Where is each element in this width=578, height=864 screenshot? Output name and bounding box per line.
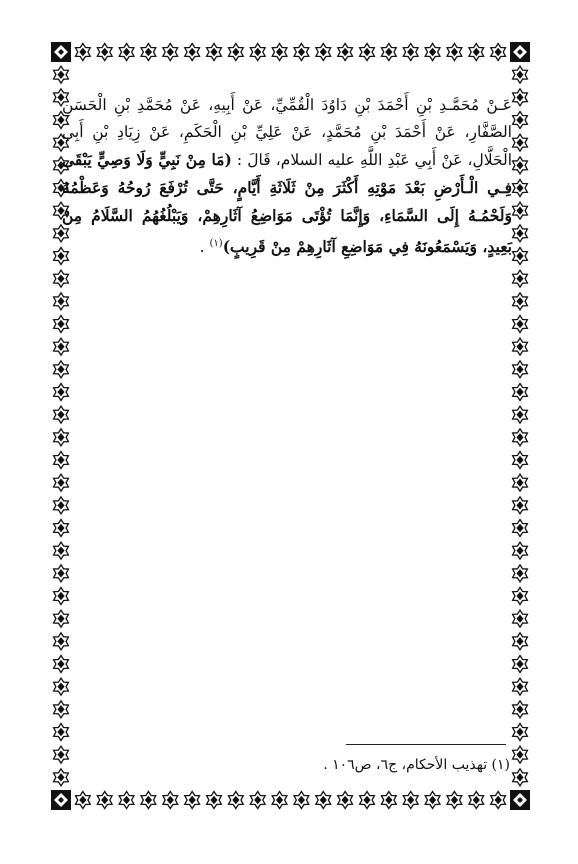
border-star-icon [54,66,69,83]
border-star-icon [294,792,309,809]
border-star-icon [54,769,69,786]
border-star-icon [54,474,69,491]
border-star-icon [513,338,528,355]
border-star-icon [54,497,69,514]
border-star-icon [54,633,69,650]
border-star-icon [491,44,506,61]
border-star-icon [513,134,528,151]
border-star-icon [54,270,69,287]
border-star-icon [250,792,265,809]
border-star-icon [54,361,69,378]
border-star-icon [447,792,462,809]
border-star-icon [228,44,243,61]
border-star-icon [316,792,331,809]
border-star-icon [513,202,528,219]
footnote: (١) تهذيب الأحكام، ج٦، ص١٠٦ . [323,757,510,773]
border-star-icon [513,66,528,83]
hadith-paragraph [62,92,512,261]
border-star-icon [272,44,287,61]
border-star-icon [513,361,528,378]
border-star-icon [513,406,528,423]
border-star-icon [54,452,69,469]
border-star-icon [513,270,528,287]
border-star-icon [513,157,528,174]
border-star-icon [54,724,69,741]
border-star-icon [513,542,528,559]
border-star-icon [381,44,396,61]
border-star-icon [75,792,90,809]
border-star-icon [491,792,506,809]
border-star-icon [54,565,69,582]
border-star-icon [513,316,528,333]
border-star-icon [447,44,462,61]
border-star-icon [338,44,353,61]
border-star-icon [469,792,484,809]
border-star-icon [513,678,528,695]
border-star-icon [513,497,528,514]
border-star-icon [360,44,375,61]
footnote-marker: (١) [209,238,223,249]
border-star-icon [425,792,440,809]
border-star-icon [75,44,90,61]
border-star-icon [228,792,243,809]
border-star-icon [513,656,528,673]
border-star-icon [54,746,69,763]
border-star-icon [54,293,69,310]
border-star-icon [513,588,528,605]
border-star-icon [97,792,112,809]
border-star-icon [513,769,528,786]
border-star-icon [513,452,528,469]
border-star-icon [513,180,528,197]
border-star-icon [185,44,200,61]
border-star-icon [513,293,528,310]
border-star-icon [54,678,69,695]
border-star-icon [54,384,69,401]
border-star-icon [513,384,528,401]
border-star-icon [316,44,331,61]
border-star-icon [513,633,528,650]
border-star-icon [207,44,222,61]
border-star-icon [54,656,69,673]
border-star-icon [163,44,178,61]
border-star-icon [513,429,528,446]
border-star-icon [338,792,353,809]
border-star-icon [97,44,112,61]
footnote-separator [346,744,506,745]
border-star-icon [54,316,69,333]
isnad-text: عَـنْ مُحَمَّـدِ بْنِ أَحْمَدَ بْنِ دَاوُدَ الْقُمِّيِّ، عَنْ أَبِيهِ، عَنْ مُحَمَّدِ بْنِ الْحَسَنِ الصَّفَّارِ، عَنْ أَحْمَدَ بْنِ مُحَمَّدٍ، عَنْ عَلِيِّ بْنِ الْحَكَمِ، عَنْ زِيَادِ بْنِ أَبِي الْحَلَّالِ، عَنْ أَبِي عَبْدِ اللَّهِ عليه السلام، قَالَ : [62,96,513,169]
border-star-icon [54,338,69,355]
border-star-icon [513,724,528,741]
border-star-icon [381,792,396,809]
border-star-icon [119,44,134,61]
border-star-icon [425,44,440,61]
border-star-icon [54,588,69,605]
border-star-icon [207,792,222,809]
border-star-icon [119,792,134,809]
border-star-icon [403,792,418,809]
border-star-icon [272,792,287,809]
border-star-icon [54,610,69,627]
border-star-icon [54,542,69,559]
border-star-icon [513,701,528,718]
hadith-text: (مَا مِنْ نَبِيٍّ وَلَا وَصِيٍّ يَبْقَى فِـي الْـأَرْضِ بَعْدَ مَوْتِهِ أَكْثَرَ مِنْ ثَلَاثَةِ أَيَّامٍ، حَتَّى تُرْفَعَ رُوحُهُ وَعَظْمُهُ وَلَحْمُـهُ إِلَى السَّمَاءِ، وَإِنَّمَا تُؤْتَى مَوَاضِعُ آثَارِهِمْ، وَيَبْلُغُهُمُ السَّلَامُ مِنْ بَعِيدٍ، وَيَسْمَعُونَهُ فِي مَوَاضِعِ آثَارِهِمْ مِنْ قَرِيبٍ) [62,150,512,257]
border-star-icon [513,248,528,265]
border-star-icon [141,792,156,809]
border-star-icon [513,520,528,537]
border-star-icon [469,44,484,61]
border-star-icon [513,474,528,491]
border-star-icon [513,746,528,763]
paragraph-end: . [199,238,210,257]
border-star-icon [403,44,418,61]
border-star-icon [250,44,265,61]
border-star-icon [513,565,528,582]
border-star-icon [513,610,528,627]
border-star-icon [141,44,156,61]
border-star-icon [185,792,200,809]
border-star-icon [513,112,528,129]
border-star-icon [163,792,178,809]
border-star-icon [54,520,69,537]
border-star-icon [360,792,375,809]
border-star-icon [294,44,309,61]
border-star-icon [513,225,528,242]
border-star-icon [54,701,69,718]
border-star-icon [513,89,528,106]
border-star-icon [54,406,69,423]
border-star-icon [54,429,69,446]
